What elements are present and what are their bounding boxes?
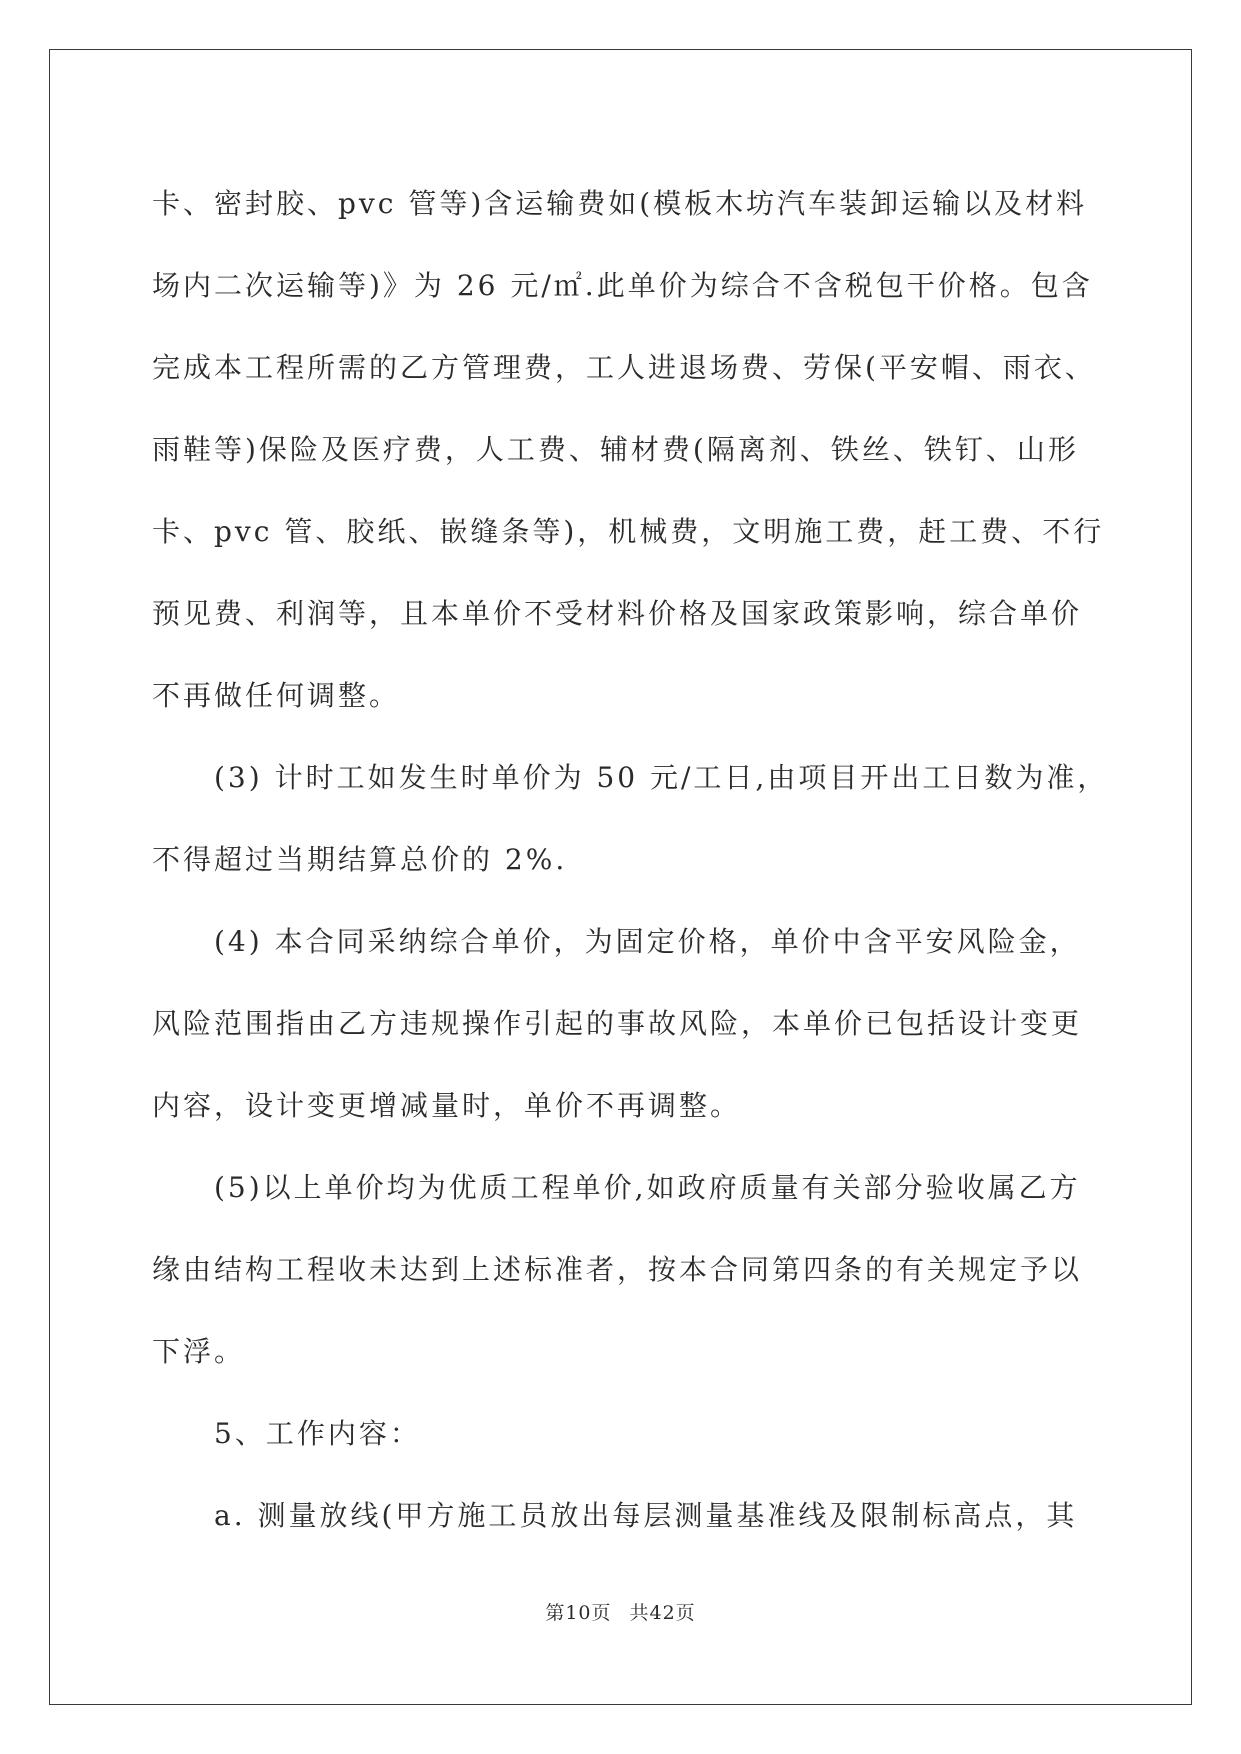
text-line: 内容，设计变更增减量时，单价不再调整。 xyxy=(152,1089,742,1122)
total-pages: 共42页 xyxy=(629,1602,696,1624)
list-item-a: a. 测量放线(甲方施工员放出每层测量基准线及限制标高点，其 xyxy=(214,1499,1078,1532)
text-line: 场内二次运输等)》为 26 元/㎡.此单价为综合不含税包干价格。包含 xyxy=(152,269,1093,302)
document-body xyxy=(152,163,1109,1557)
section-heading: 5、工作内容： xyxy=(214,1417,421,1450)
page-number: 第10页 xyxy=(545,1602,612,1624)
paragraph-item-4-start: (4) 本合同采纳综合单价，为固定价格，单价中含平安风险金， xyxy=(214,925,1081,958)
text-line: 下浮。 xyxy=(152,1335,246,1368)
text-line: 完成本工程所需的乙方管理费，工人进退场费、劳保(平安帽、雨衣、 xyxy=(152,351,1096,384)
text-line: 风险范围指由乙方违规操作引起的事故风险，本单价已包括设计变更 xyxy=(152,1007,1083,1040)
text-line: 不再做任何调整。 xyxy=(152,679,401,712)
text-line: 缘由结构工程收未达到上述标准者，按本合同第四条的有关规定予以 xyxy=(152,1253,1083,1286)
text-line: 卡、pvc 管、胶纸、嵌缝条等)，机械费，文明施工费，赶工费、不行 xyxy=(152,515,1105,548)
text-line: 预见费、利润等，且本单价不受材料价格及国家政策影响，综合单价 xyxy=(152,597,1083,630)
text-line: 雨鞋等)保险及医疗费，人工费、辅材费(隔离剂、铁丝、铁钉、山形 xyxy=(152,433,1079,466)
text-line: 不得超过当期结算总价的 2%. xyxy=(152,843,568,876)
text-line: 卡、密封胶、pvc 管等)含运输费如(模板木坊汽车装卸运输以及材料 xyxy=(152,187,1088,220)
paragraph-item-5-start: (5)以上单价均为优质工程单价,如政府质量有关部分验收属乙方 xyxy=(214,1171,1081,1204)
page-footer xyxy=(0,1598,1241,1625)
paragraph-item-3-start: (3) 计时工如发生时单价为 50 元/工日,由项目开出工日数为准， xyxy=(214,761,1109,794)
